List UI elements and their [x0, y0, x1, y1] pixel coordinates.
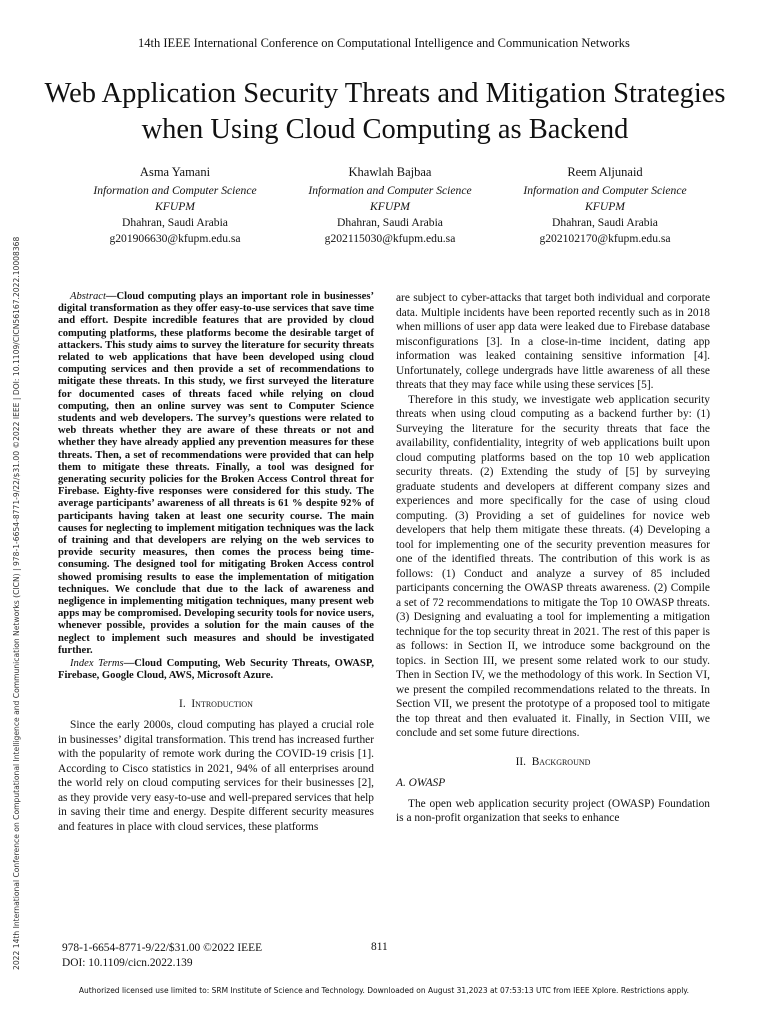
author-email: g202102170@kfupm.edu.sa	[539, 232, 671, 245]
author-email: g202115030@kfupm.edu.sa	[324, 232, 456, 245]
section-number: I.	[179, 697, 186, 710]
author-3	[500, 164, 710, 247]
abstract-text: —Cloud computing plays an important role in businesses’ digital transformation as they offer easy-to-use services that save time and effort. Despite incredible features that are provided by cloud computing platforms, these platforms become the desirable target of attackers. This study aims to survey the literature for security threats related to web applications that have been developed using cloud computing services and then provide a set of recommendations to mitigate these threats. In this study, we first surveyed the literature for documented cases of threats faced while relying on cloud computing, then an online survey was sent to Computer Science students and web developers. The survey’s questions were related to web threats whether they are aware of these threats or not and whether they have already applied any prevention measures for these threats. Then, a set of recommendations were provided that can help them to mitigate these threats. Finally, a tool was designed for generating security policies for the Broken Access Control threat for Firebase. Eighty-five responses were considered for this study. The average participants’ awareness of all threats is 61 % despite 92% of participants having taken at least one security course. The main causes for neglecting to implement mitigation techniques was the lack of training and that developers are relying on the web services to provide security measures, then comes the process being time-consuming. The designed tool for mitigating Broken Access control showed promising results to ease the implementation of mitigation techniques. We conclude that due to the lack of awareness and negligence in implementing mitigation techniques, many present web apps may be compromised. Developing security tools for novice users, whenever possible, provides a solution for the main causes of the neglect to implement such measures and should be investigated further.	[58, 291, 374, 656]
index-terms-text: —Cloud Computing, Web Security Threats, OWASP, Firebase, Google Cloud, AWS, Microsoft Azure.	[58, 658, 374, 682]
section-heading-background	[396, 755, 710, 770]
index-terms-label: Index Terms	[70, 658, 124, 670]
conference-header: 14th IEEE International Conference on Computational Intelligence and Communication Networks	[138, 36, 630, 50]
author-dept: Information and Computer Science	[93, 184, 257, 197]
right-column	[396, 291, 710, 826]
left-column	[58, 291, 374, 834]
license-notice: Authorized licensed use limited to: SRM Institute of Science and Technology. Downloaded on August 31,2023 at 07:53:13 UTC from IEEE Xplore. Restrictions apply.	[78, 986, 690, 995]
author-location: Dhahran, Saudi Arabia	[552, 216, 658, 229]
intro-paragraph: Since the early 2000s, cloud computing has played a crucial role in businesses’ digital transformation. This trend has increased further with the popularity of remote work during the COVID-19 crisis [1]. According to Cisco statistics in 2021, 94% of all enterprises around the world rely on cloud computing services for their businesses [2], as they provide very easy-to-use and well-prepared services that help in saving their time and energy. Despite different security measures and features in place with cloud services, these platforms	[58, 719, 374, 833]
body-paragraph: The open web application security project (OWASP) Foundation is a non-profit organization that seeks to enhance	[396, 797, 710, 824]
body-paragraph: are subject to cyber-attacks that target both individual and corporate data. Multiple incidents have been reported recently such as in 2018 when millions of user app data were leaked due to Firebase database misconfigurations [3]. In a close-in-time incident, dating app information was leaked containing sensitive information [4]. Unfortunately, college undergrads have little awareness of all these threats that they may face while using these services [5].	[396, 292, 710, 391]
section-heading-introduction	[58, 697, 374, 712]
section-title: Introduction	[191, 697, 253, 710]
section-number: II.	[515, 755, 526, 768]
author-location: Dhahran, Saudi Arabia	[122, 216, 228, 229]
subsection-heading-owasp: A. OWASP	[396, 777, 446, 789]
author-location: Dhahran, Saudi Arabia	[337, 216, 443, 229]
author-dept: Information and Computer Science	[523, 184, 687, 197]
author-email: g201906630@kfupm.edu.sa	[109, 232, 241, 245]
author-org: KFUPM	[370, 200, 410, 213]
section-title: Background	[531, 755, 591, 768]
footer-isbn: 978-1-6654-8771-9/22/$31.00 ©2022 IEEE	[62, 942, 263, 954]
author-org: KFUPM	[155, 200, 195, 213]
abstract-label: Abstract	[70, 291, 106, 302]
author-name: Reem Aljunaid	[567, 165, 643, 179]
footer-publication-info	[62, 941, 262, 971]
author-name: Asma Yamani	[139, 165, 211, 179]
author-name: Khawlah Bajbaa	[348, 165, 432, 179]
side-margin-citation: 2022 14th International Conference on Computational Intelligence and Communication Networks (CICN) | 978-1-6654-8771-9/22/$31.00 ©2022 IEEE | DOI: 10.1109/CICN56167.2022.10008368	[12, 236, 21, 970]
paper-title: Web Application Security Threats and Mitigation Strategies when Using Cloud Computing as Backend	[44, 78, 726, 145]
index-terms	[58, 658, 374, 682]
author-org: KFUPM	[585, 200, 625, 213]
author-2	[285, 164, 495, 247]
footer-doi: DOI: 10.1109/cicn.2022.139	[62, 957, 193, 969]
author-block	[70, 164, 710, 247]
abstract	[58, 291, 374, 657]
author-dept: Information and Computer Science	[308, 184, 472, 197]
author-1	[70, 164, 280, 247]
page-number: 811	[371, 941, 388, 953]
body-paragraph: Therefore in this study, we investigate web application security threats when using cloud computing as a backend further by: (1) Surveying the literature for the security threats that face the availability, confidentiality, integrity of web applications built upon cloud computing platforms based on the top 10 web application security threats. (2) Extending the study of [5] by surveying graduate students and developers at different company sizes and experiences and more specifically for the case of using cloud computing. (3) Providing a set of guidelines for novice web developers that help them mitigate these threats. (4) Developing a tool for implementing one of the security prevention measures for one of the identified threats. The contribution of this work is as follows: (1) Conduct and analyze a survey of 85 included participants concerning the OWASP threats awareness. (2) Compile a set of 72 recommendations to mitigate the Top 10 OWASP threats. (3) Designing and evaluating a tool for implementing a mitigation technique for the top security threat in 2021. The rest of this paper is as follows: in Section II, we introduce some background on the topics. in Section III, we present some related work to our study. Then in Section IV, we the methodology of this work. In Section VI, we present the compiled recommendations related to the threats. In Section VII, we present the prototype of a proposed tool to mitigate the top threat and then evaluated it. Finally, in Section VIII, we conclude and set some future directions.	[396, 393, 710, 739]
